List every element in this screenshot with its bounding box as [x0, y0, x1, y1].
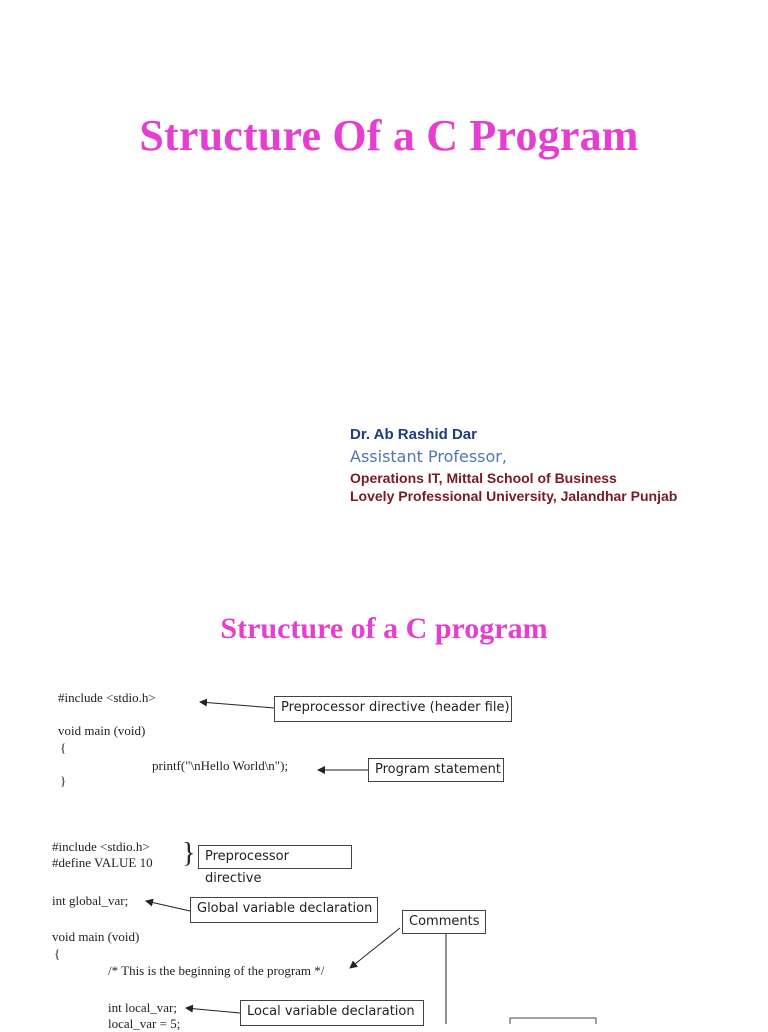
- code-printf: printf("\nHello World\n");: [152, 758, 289, 773]
- author-department: Operations IT, Mittal School of Business: [350, 470, 617, 486]
- slide-title-2: Structure of a C program: [220, 612, 548, 645]
- label-preprocessor-header: Preprocessor directive (header file): [274, 696, 512, 722]
- author-name: Dr. Ab Rashid Dar: [350, 426, 477, 443]
- code2-open-brace: {: [54, 946, 61, 961]
- structure-slide: [0, 560, 768, 1031]
- code-open-brace: {: [60, 740, 67, 755]
- code-include: #include <stdio.h>: [58, 690, 156, 705]
- label-local-variable: Local variable declaration: [240, 1000, 424, 1026]
- box-partial: [510, 1018, 596, 1024]
- code-close-brace: }: [60, 773, 67, 788]
- label-global-variable: Global variable declaration: [190, 897, 378, 923]
- code2-global: int global_var;: [52, 893, 129, 908]
- author-university: Lovely Professional University, Jalandhar Punjab: [350, 488, 678, 504]
- annotation-arrows: [0, 560, 768, 1024]
- code2-comment: /* This is the beginning of the program */: [108, 963, 325, 978]
- arrow-preprocessor: [200, 702, 275, 708]
- arrow-local: [186, 1008, 240, 1013]
- label-comments: Comments: [402, 910, 486, 934]
- arrow-global: [146, 901, 190, 911]
- code-main: void main (void): [58, 723, 146, 738]
- author-block: [350, 426, 677, 506]
- code2-local: int local_var;: [108, 1000, 177, 1015]
- code2-main: void main (void): [52, 929, 140, 944]
- author-role: Assistant Professor,: [350, 447, 507, 466]
- code2-brace: }: [182, 838, 196, 869]
- label-preprocessor-line2: directive: [205, 871, 262, 886]
- code2-assign: local_var = 5;: [108, 1016, 181, 1031]
- label-preprocessor: Preprocessor: [198, 845, 352, 869]
- code2-include: #include <stdio.h>: [52, 839, 150, 854]
- arrow-comments: [350, 928, 400, 968]
- code2-define: #define VALUE 10: [52, 855, 153, 870]
- label-program-statement: Program statement: [368, 758, 504, 782]
- slide-title: Structure Of a C Program: [139, 111, 639, 160]
